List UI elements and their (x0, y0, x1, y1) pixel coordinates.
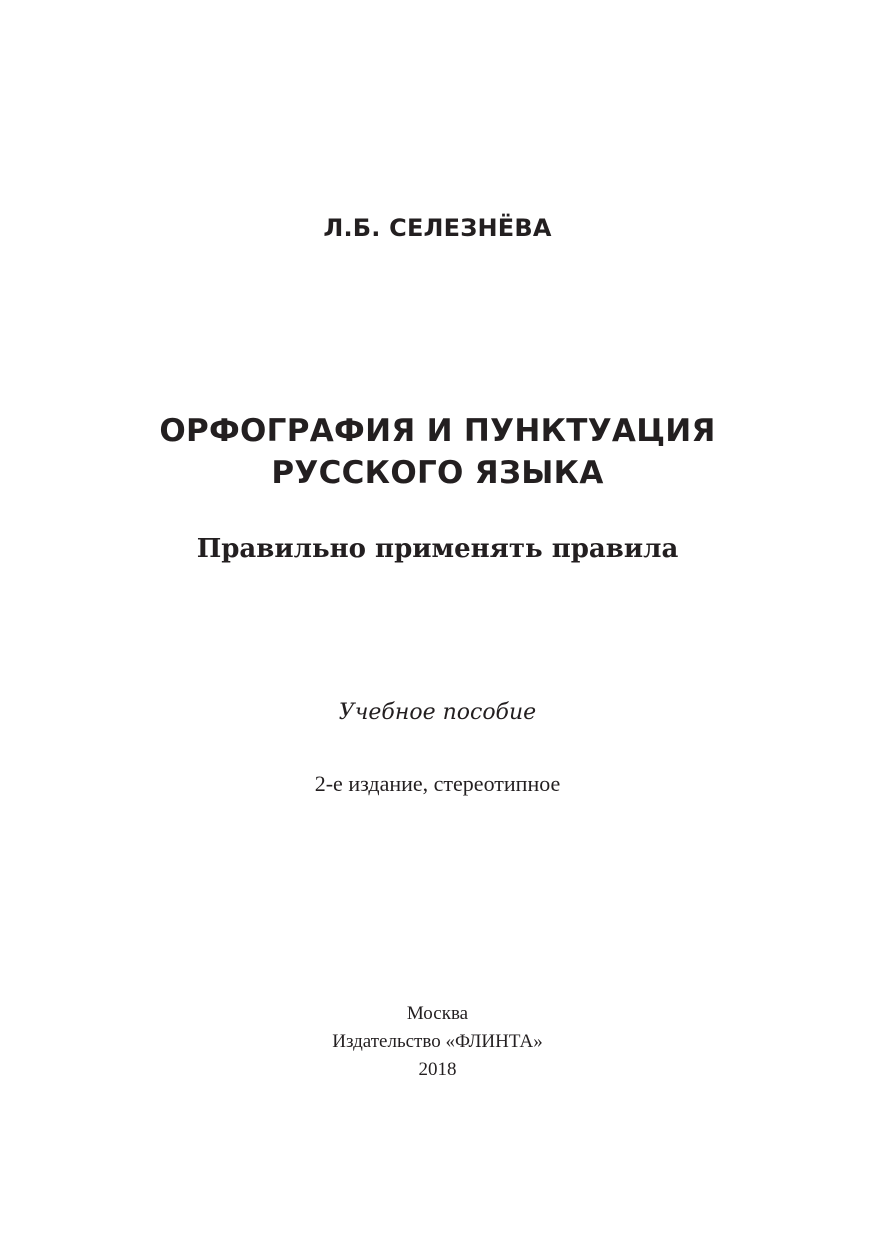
author-name: Л.Б. СЕЛЕЗНЁВА (323, 214, 552, 242)
publication-type: Учебное пособие (338, 700, 537, 725)
book-title-line-1: ОРФОГРАФИЯ И ПУНКТУАЦИЯ (159, 413, 716, 449)
book-title-line-2: РУССКОГО ЯЗЫКА (271, 455, 604, 491)
imprint-city: Москва (406, 1003, 469, 1024)
imprint-publisher: Издательство «ФЛИНТА» (332, 1031, 543, 1052)
imprint (0, 1000, 875, 1084)
imprint-year: 2018 (418, 1059, 457, 1080)
book-subtitle: Правильно применять правила (196, 534, 679, 564)
book-title (0, 410, 875, 494)
edition-note: 2-е издание, стереотипное (314, 771, 561, 796)
